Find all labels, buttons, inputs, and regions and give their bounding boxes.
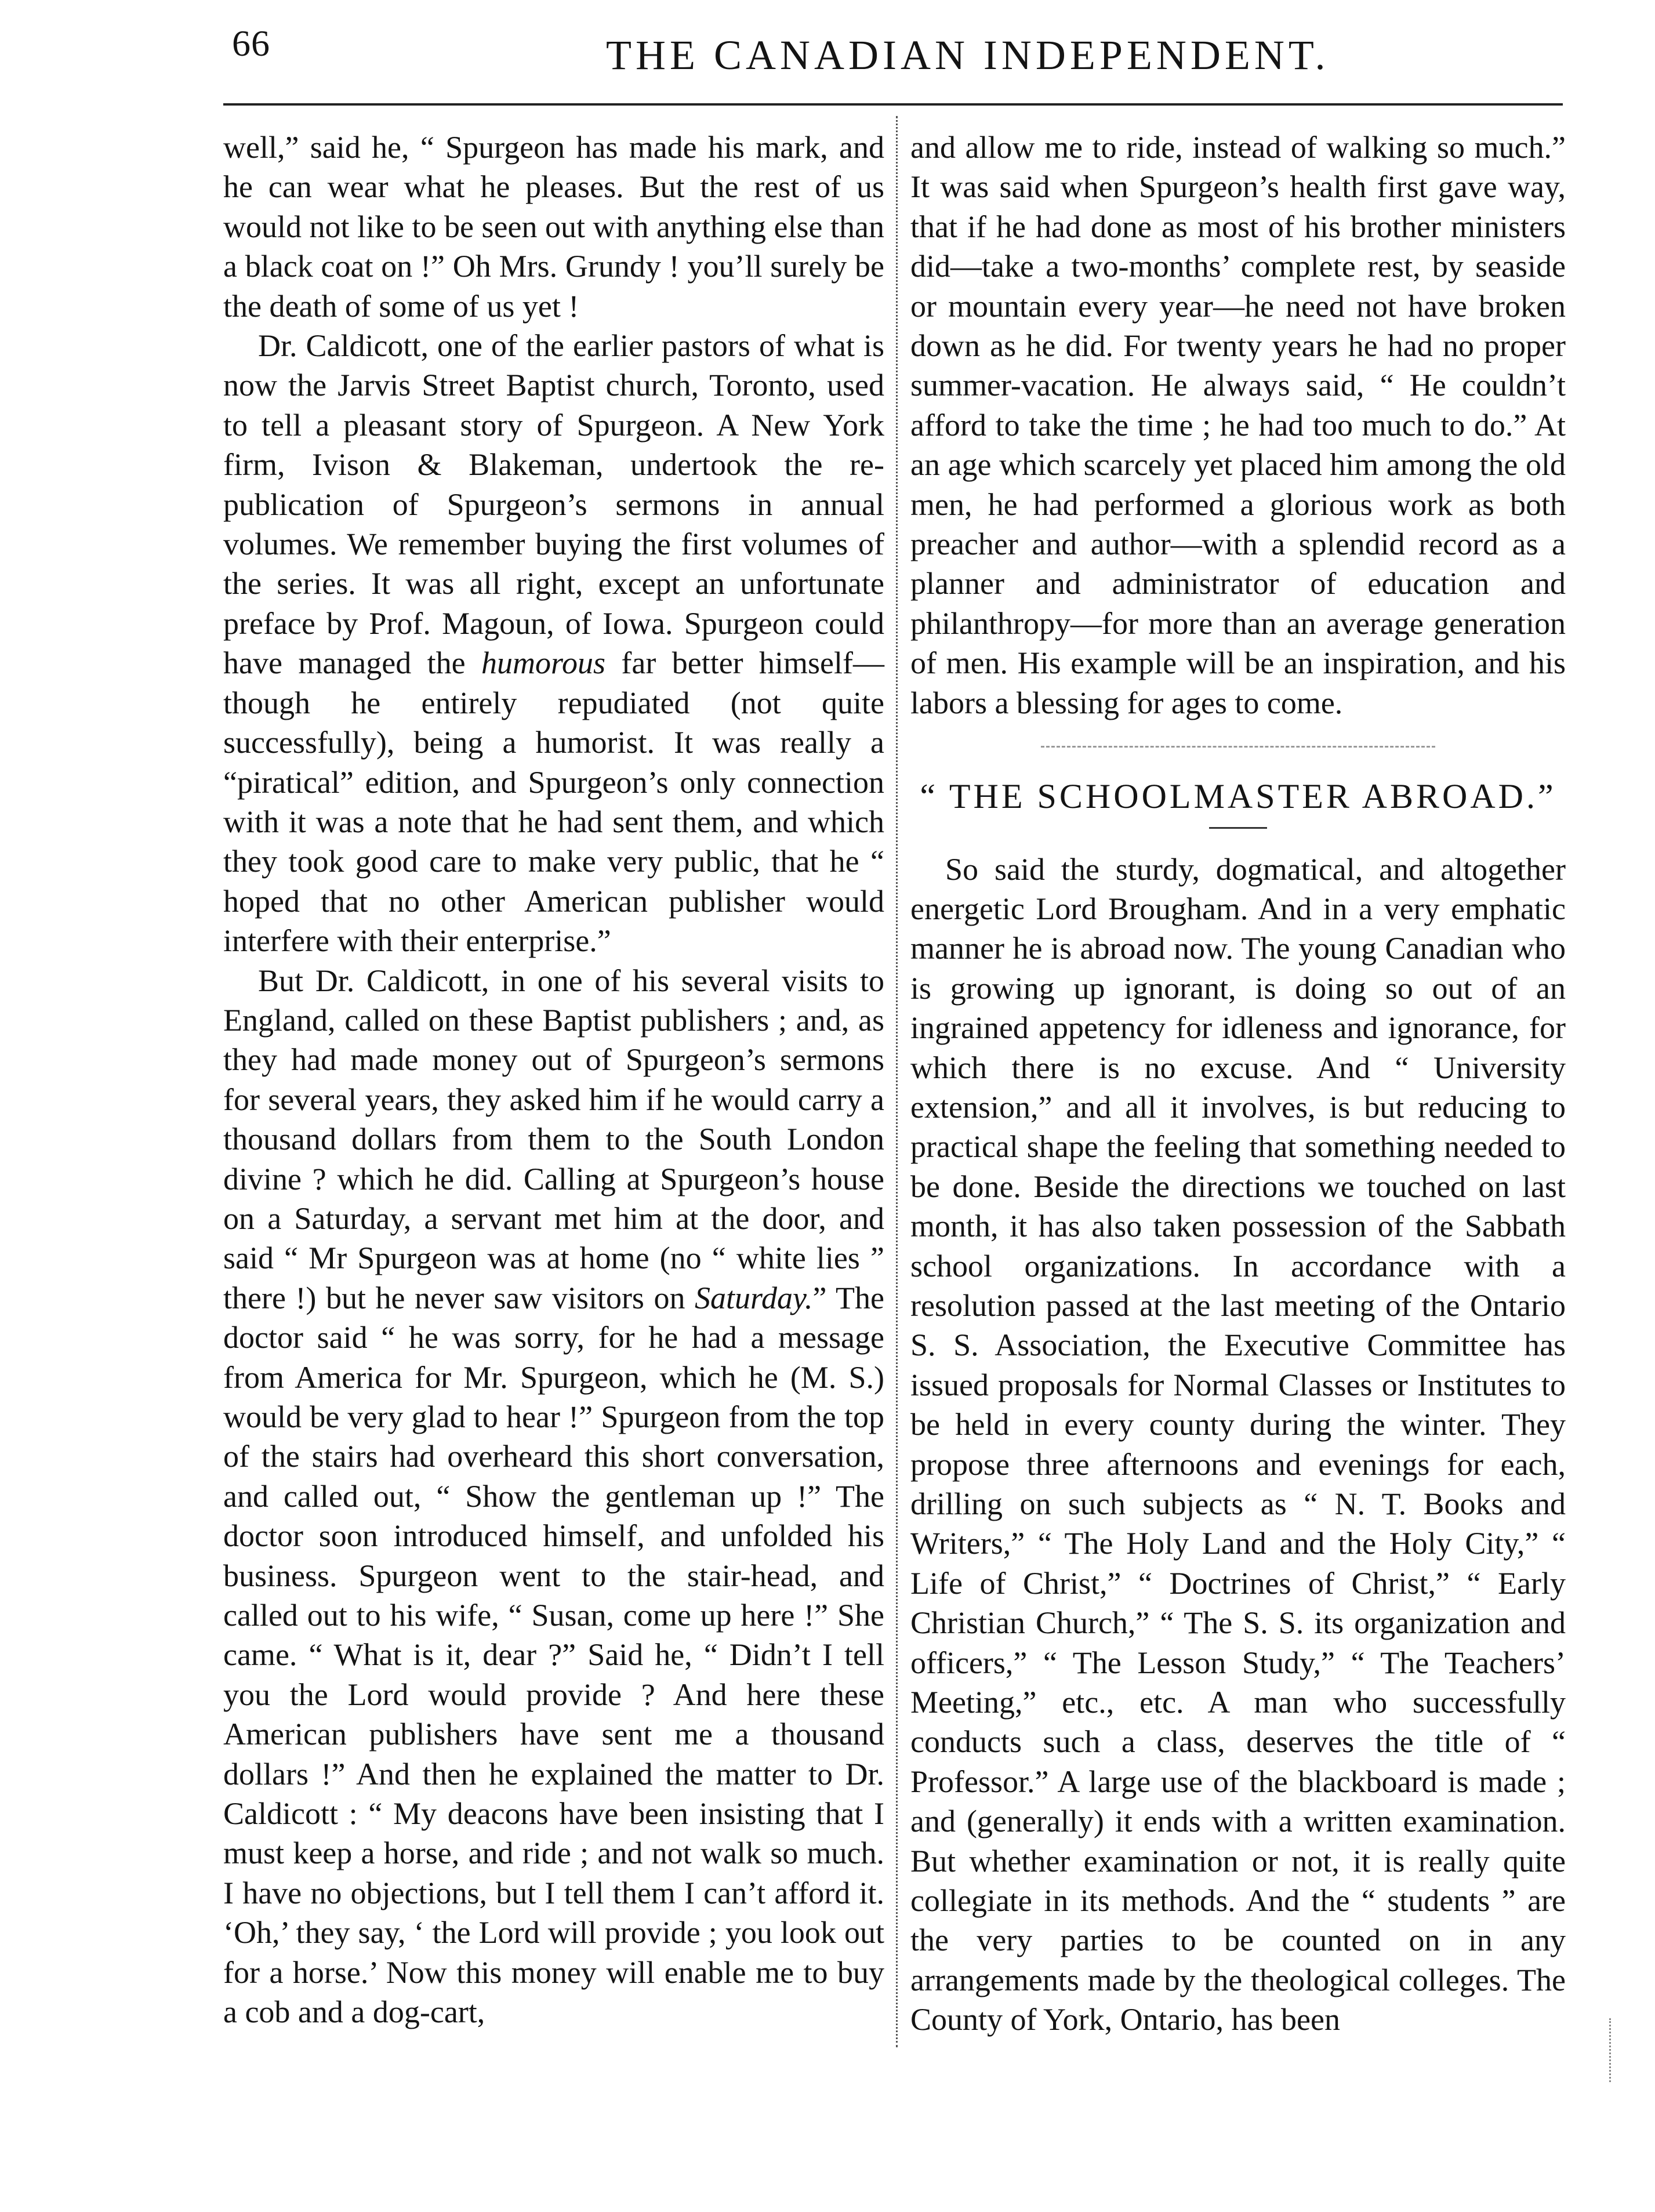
left-paragraph-3: But Dr. Caldicott, in one of his several visits to England, called on these Baptist publishers ; and, as they had made money out of Spurgeon’s sermons for several years, they asked him if he would carry a thousand dollars from them to the South London divine ? which he did. Calling at Spurgeon’s house on a Saturday, a servant met him at the door, and said “ Mr Spurgeon was at home (no “ white lies ” there !) but he never saw visitors on Saturday.” The doctor said “ he was sorry, for he had a message from America for Mr. Spurgeon, which he (M. S.) would be very glad to hear !” Spurgeon from the top of the stairs had overheard this short conversation, and called out, “ Show the gentleman up !” The doctor soon introduced himself, and unfolded his business. Spurgeon went to the stair-head, and called out to his wife, “ Susan, come up here !” She came. “ What is it, dear ?” Said he, “ Didn’t I tell you the Lord would provide ? And here these American publishers have sent me a thousand dollars !” And then he explained the matter to Dr. Caldicott : “ My deacons have been insisting that I must keep a horse, and ride ; and not walk so much. I have no objections, but I tell them I can’t afford it. ‘Oh,’ they say, ‘ the Lord will provide ; you look out for a horse.’ Now this money will enable me to buy a cob and a dog-cart, [223,963,885,2030]
margin-mark [1609,2018,1616,2082]
right-paragraph-2: So said the sturdy, dogmatical, and altogether energetic Lord Brougham. And in a very emphatic manner he is abroad now. The young Canadian who is growing up ignorant, is doing so out of an ingrained appetency for idleness and ignorance, for which there is no excuse. And “ University extension,” and all it involves, is but reducing to practical shape the feeling that something needed to be done. Beside the directions we touched on last month, it has also taken possession of the Sabbath school organizations. In accordance with a resolution passed at the last meeting of the Ontario S. S. Association, the Executive Committee has issued proposals for Normal Classes or Institutes to be held in every county during the winter. They propose three afternoons and evenings for each, drilling on such subjects as “ N. T. Books and Writers,” “ The Holy Land and the Holy City,” “ Life of Christ,” “ Doctrines of Christ,” “ Early Christian Church,” “ The S. S. its organization and officers,” “ The Lesson Study,” “ The Teachers’ Meeting,” etc., etc. A man who successfully conducts such a class, deserves the title of “ Professor.” A large use of the blackboard is made ; and (generally) it ends with a written examination. But whether examination or not, it is really quite collegiate in its methods. And the “ students ” are the very parties to be counted on in any arrangements made by the theological colleges. The County of York, Ontario, has been [910,851,1566,2037]
column-divider [896,116,898,2047]
left-paragraph-1: well,” said he, “ Spurgeon has made his mark, and he can wear what he pleases. But the rest of us would not like to be seen out with anything else than a black coat on !” Oh Mrs. Grundy ! you’ll surely be the death of some of us yet ! [223,130,884,324]
italic-humorous: humorous [481,646,606,681]
left-paragraph-2: Dr. Caldicott, one of the earlier pastors of what is now the Jarvis Street Baptist church, Toronto, used to tell a pleasant story of Spurgeon. A New York firm, Ivison & Blakeman, undertook the re-publication of Spurgeon’s sermons in annual volumes. We remember buying the first volumes of the series. It was all right, except an unfortunate preface by Prof. Magoun, of Iowa. Spurgeon could have managed the humorous far better himself—though he entirely repudiated (not quite successfully), being a humorist. It was really a “piratical” edition, and Spurgeon’s only connection with it was a note that he had sent them, and which they took good care to make very public, that he “ hoped that no other American publisher would interfere with their enterprise.” [223,328,885,959]
header-rule [223,103,1563,106]
title-underline [1209,827,1267,829]
right-column [910,128,1566,2040]
right-paragraph-1: and allow me to ride, instead of walking so much.” It was said when Spurgeon’s health first gave way, that if he had done as most of his brother ministers did—take a two-months’ complete rest, by seaside or mountain every year—he need not have broken down as he did. For twenty years he had no proper summer-vacation. He always said, “ He couldn’t afford to take the time ; he had too much to do.” At an age which scarcely yet placed him among the old men, he had performed a glorious work as both preacher and author—with a splendid record as a planner and administrator of education and philanthropy—for more than an average generation of men. His example will be an inspiration, and his labors a blessing for ages to come. [910,130,1566,720]
left-column [223,128,884,2032]
page-header [223,22,1563,121]
page-number: 66 [232,23,270,64]
italic-saturday: Saturday. [695,1280,813,1315]
section-separator [1041,746,1435,748]
section-title: “ THE SCHOOLMASTER ABROAD.” [920,777,1556,816]
running-title: THE CANADIAN INDEPENDENT. [606,32,1330,78]
